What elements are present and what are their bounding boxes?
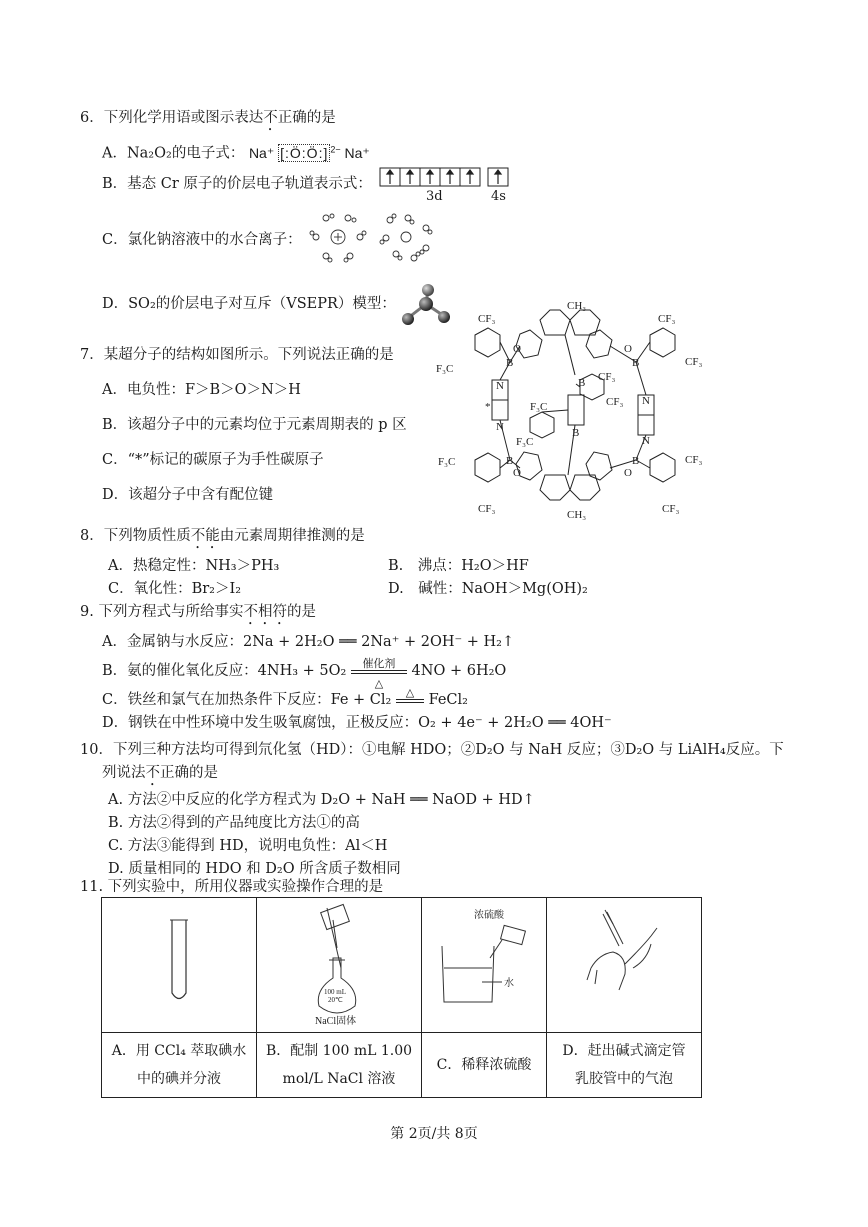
orbital-4s-label: 4s [491, 189, 506, 204]
cf3-label: CF₃ [658, 313, 676, 325]
q8-stem: 8．下列物质性质不能由元素周期律推测的是 [80, 528, 365, 544]
q11-stem: 11. 下列实验中，所用仪器或实验操作合理的是 [80, 879, 384, 895]
page-footer: 第 2页/共 8页 [390, 1126, 478, 1142]
boron-label: B [632, 455, 640, 467]
conc-sulfuric-label: 浓硫酸 [474, 910, 504, 921]
q6-option-c: C．氯化钠溶液中的水合离子： [102, 232, 302, 248]
nitrogen-label: N [496, 380, 504, 392]
cf3-label: CF₃ [478, 313, 496, 325]
oxygen-label: O [513, 467, 521, 479]
cf3-label: F₃C [438, 456, 456, 468]
boron-label: B [506, 357, 514, 369]
ch3-top-label: CH₃ [567, 300, 587, 312]
cf3-label: CF₃ [685, 454, 703, 466]
q7-option-a: A．电负性：F＞B＞O＞N＞H [102, 382, 301, 398]
q6-option-a: A．Na₂O₂的电子式： Na⁺ [:Ö:Ö:] $^{2-}$ Na⁺ [102, 144, 370, 162]
cf3-label: CF₃ [662, 503, 680, 515]
flask-volume-label: 100 mL [324, 988, 346, 996]
water-label: 水 [504, 978, 514, 989]
q10-option-a: A. 方法②中反应的化学方程式为 D₂O + NaH ══ NaOD + HD↑ [108, 792, 535, 808]
q11-option-a: A．用 CCl₄ 萃取碘水 中的碘并分液 [102, 1033, 257, 1098]
q7-option-b: B．该超分子中的元素均位于元素周期表的 p 区 [102, 417, 407, 433]
test-tube-icon [102, 898, 256, 1028]
q11-image-d [547, 898, 702, 1033]
cf3-label: CF₃ [685, 356, 703, 368]
q11-image-a [102, 898, 257, 1033]
cf3-label: F₃C [436, 363, 454, 375]
orbital-3d-label: 3d [426, 189, 443, 204]
na2o2-electron-formula: Na⁺ [:Ö:Ö:] $^{2-}$ Na⁺ [248, 144, 370, 161]
oxygen-label: O [624, 467, 632, 479]
q8-option-a: A．热稳定性：NH₃＞PH₃ [108, 558, 280, 574]
supramolecule-structure [430, 300, 720, 525]
q6-option-d: D．SO₂的价层电子对互斥（VSEPR）模型： [102, 296, 396, 312]
oxygen-label: O [624, 343, 632, 355]
reaction-condition: 催化剂 △ [351, 668, 407, 674]
nitrogen-label: N [642, 435, 650, 447]
burette-hand-icon [547, 898, 701, 1028]
ch3-bottom-label: CH₃ [567, 509, 587, 521]
boron-label: B [506, 455, 514, 467]
boron-label: B [578, 377, 586, 389]
flask-temp-label: 20℃ [328, 996, 343, 1004]
reaction-condition: △ [396, 697, 424, 703]
cf3-label: CF₃ [478, 503, 496, 515]
oxygen-label: O [513, 343, 521, 355]
q7-option-c: C．“*”标记的碳原子为手性碳原子 [102, 452, 324, 468]
q10-stem-line2: 列说法不正确的是 [102, 765, 218, 781]
q11-option-d: D．赶出碱式滴定管 乳胶管中的气泡 [547, 1033, 702, 1098]
q9-option-d: D．钢铁在中性环境中发生吸氧腐蚀，正极反应：O₂ + 4e⁻ + 2H₂O ══ 4OH⁻ [102, 715, 612, 731]
cf3-label: F₃C [530, 401, 548, 413]
q9-option-b: B．氨的催化氧化反应：4NH₃ + 5O₂ 催化剂 △ 4NO + 6H₂O [102, 657, 507, 690]
q11-image-c [422, 898, 547, 1033]
q8-option-d: D. 碱性：NaOH＞Mg(OH)₂ [388, 581, 588, 597]
q8-option-c: C．氧化性：Br₂＞I₂ [108, 581, 242, 597]
cf3-label: F₃C [516, 436, 534, 448]
q11-options-table [101, 897, 702, 1098]
volumetric-flask-icon [257, 898, 421, 1028]
chiral-star-label: * [485, 401, 491, 413]
cf3-label: CF₃ [606, 396, 624, 408]
hydrated-ions-diagram [308, 208, 438, 266]
q11-option-c: C．稀释浓硫酸 [422, 1033, 547, 1098]
nitrogen-label: N [642, 395, 650, 407]
q10-stem-line1: 10．下列三种方法均可得到氘化氢（HD）：①电解 HDO；②D₂O 与 NaH 反应；③D₂O 与 LiAlH₄反应。下 [80, 742, 784, 758]
q10-option-c: C. 方法③能得到 HD，说明电负性：Al＜H [108, 838, 388, 854]
boron-label: B [572, 427, 580, 439]
boron-label: B [632, 357, 640, 369]
q6-option-b: B．基态 Cr 原子的价层电子轨道表示式： [102, 176, 372, 192]
nitrogen-label: N [496, 421, 504, 433]
q6-stem: 6．下列化学用语或图示表达不正确的是 [80, 110, 336, 126]
q9-stem: 9. 下列方程式与所给事实不相符的是 [80, 604, 316, 620]
q11-image-b [257, 898, 422, 1033]
q7-option-d: D．该超分子中含有配位键 [102, 487, 274, 503]
q9-option-c: C．铁丝和氯气在加热条件下反应：Fe + Cl₂ △ FeCl₂ [102, 686, 468, 708]
q11-option-b: B．配制 100 mL 1.00 mol/L NaCl 溶液 [257, 1033, 422, 1098]
q10-option-b: B. 方法②得到的产品纯度比方法①的高 [108, 815, 360, 831]
beaker-dilution-icon [422, 898, 546, 1028]
q8-option-b: B. 沸点：H₂O＞HF [388, 558, 529, 574]
q7-stem: 7．某超分子的结构如图所示。下列说法正确的是 [80, 347, 394, 363]
q10-option-d: D. 质量相同的 HDO 和 D₂O 所含质子数相同 [108, 861, 401, 877]
cf3-label: CF₃ [598, 371, 616, 383]
nacl-solid-label: NaCl固体 [315, 1016, 357, 1027]
q9-option-a: A．金属钠与水反应：2Na + 2H₂O ══ 2Na⁺ + 2OH⁻ + H₂↑ [102, 634, 515, 650]
